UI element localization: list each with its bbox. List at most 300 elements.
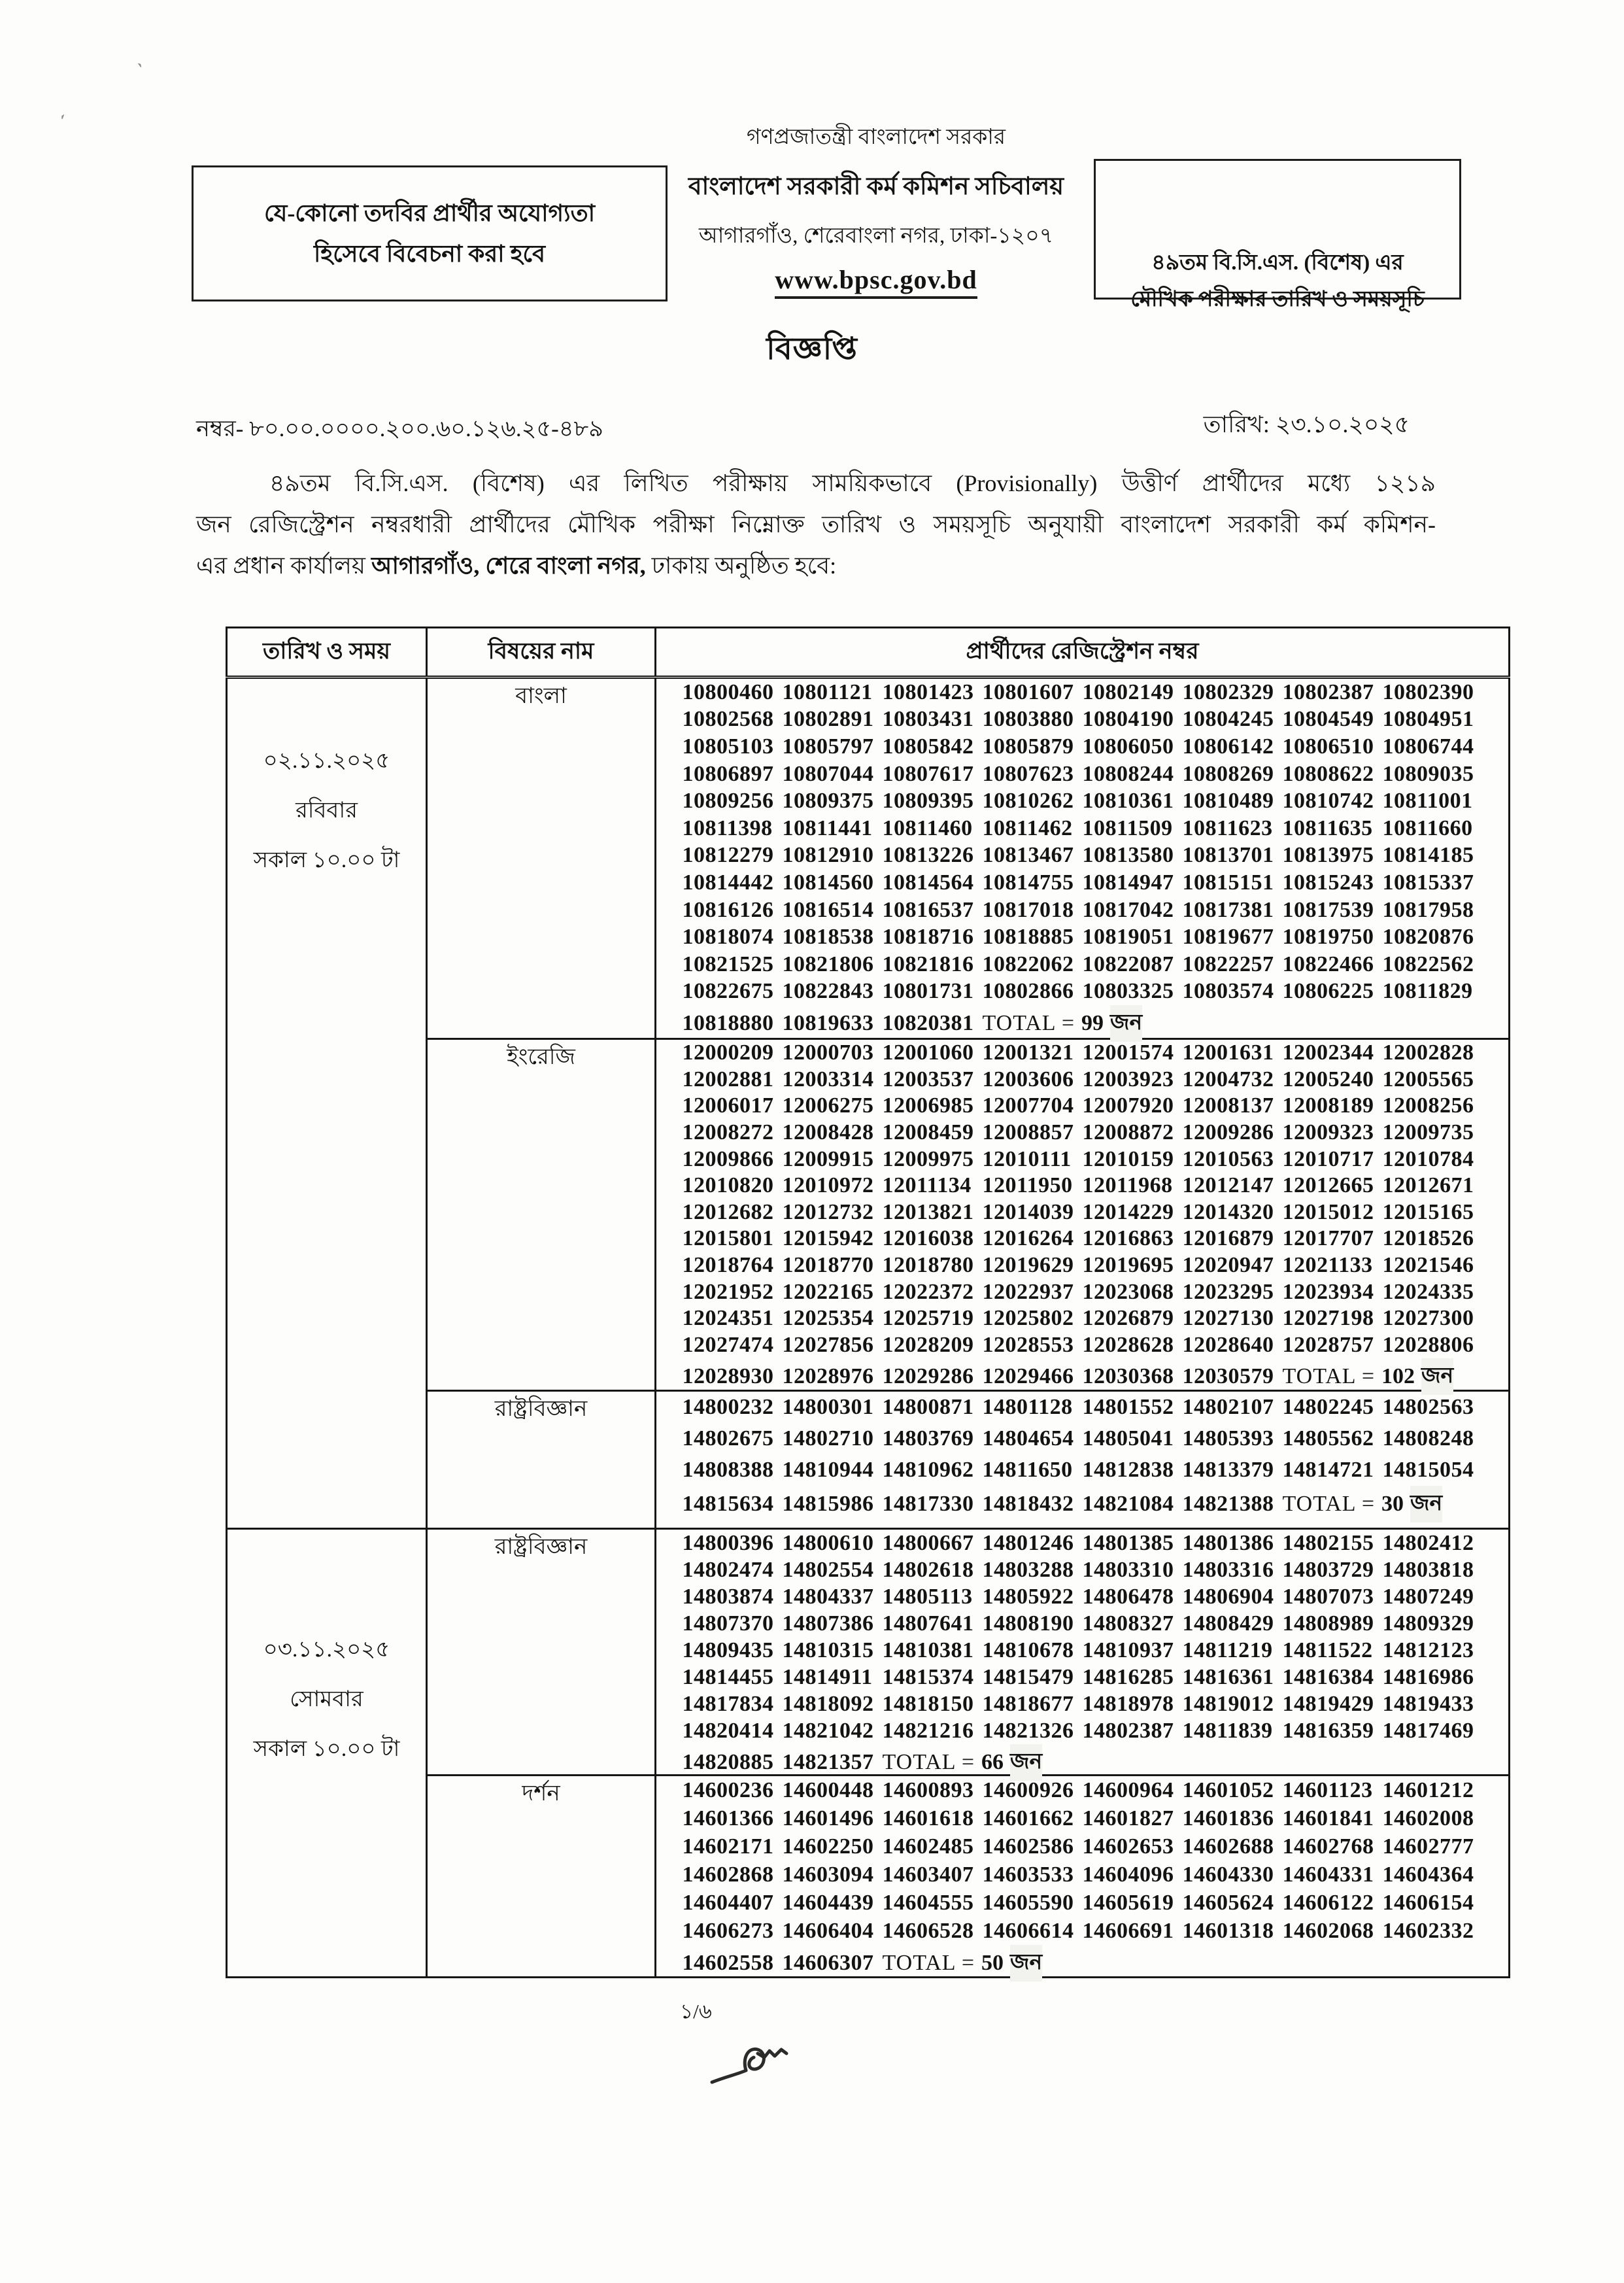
reg-number: 14821084 [1082, 1492, 1174, 1516]
reg-number: 14606273 [682, 1918, 774, 1943]
registration-number-row [656, 1832, 1508, 1861]
memo-number: নম্বর- ৮০.০০.০০০০.২০০.৬০.১২৬.২৫-৪৮৯ [196, 416, 603, 441]
reg-number: 14815986 [782, 1492, 874, 1516]
reg-number: 14811839 [1182, 1718, 1273, 1743]
reg-number: 14602586 [982, 1834, 1074, 1859]
reg-number: 14821216 [882, 1718, 974, 1743]
reg-number: 12002828 [1382, 1040, 1474, 1065]
reg-number: 12001321 [982, 1040, 1074, 1065]
reg-number: 14601366 [682, 1806, 774, 1830]
reg-number: 12010563 [1182, 1146, 1274, 1171]
reg-number: 14604439 [782, 1890, 874, 1915]
reg-number: 12005565 [1382, 1067, 1474, 1091]
paragraph-line2: জন রেজিস্ট্রেশন নম্বরধারী প্রার্থীদের মৌখিক পরীক্ষা নিম্নোক্ত তারিখ ও সময়সূচি অনুযায়ী বাংলাদেশ সরকারী কর্ম কমিশন- [196, 511, 1436, 538]
reg-number: 10811509 [1082, 815, 1173, 840]
registration-number-row [656, 897, 1508, 924]
reg-number: 10822675 [682, 979, 774, 1004]
reg-number: 10809395 [882, 789, 974, 814]
reg-number: 14800610 [782, 1530, 874, 1555]
reg-number: 14803288 [982, 1557, 1074, 1582]
reg-number: 12012147 [1182, 1173, 1274, 1198]
reg-number: 10806744 [1382, 734, 1474, 759]
reg-number: 14815634 [682, 1492, 774, 1516]
reg-number: 10802390 [1382, 679, 1474, 704]
registration-number-row [656, 842, 1508, 870]
reg-number: 14802387 [1082, 1718, 1174, 1743]
reg-number: 10806897 [682, 761, 774, 786]
reg-number: 12027198 [1282, 1306, 1374, 1331]
total-count [983, 1005, 1483, 1042]
registration-number-row [656, 679, 1508, 706]
reg-number: 12023934 [1282, 1279, 1374, 1304]
reg-number: 12015165 [1382, 1199, 1474, 1224]
registration-number-row [656, 1199, 1508, 1226]
reg-number: 14815054 [1382, 1458, 1474, 1482]
reg-number: 14821042 [782, 1718, 874, 1743]
reg-number: 14813379 [1182, 1458, 1274, 1482]
reg-number: 14810937 [1082, 1638, 1174, 1662]
registration-number-row [656, 1332, 1508, 1359]
reg-number: 10806050 [1082, 734, 1174, 759]
reg-number: 14600964 [1082, 1777, 1174, 1802]
header-right-line2: মৌখিক পরীক্ষার তারিখ ও সময়সূচি [1130, 288, 1425, 311]
reg-number: 14818150 [882, 1691, 974, 1716]
reg-number: 10802568 [682, 707, 774, 732]
column-header-registration-numbers: প্রার্থীদের রেজিস্ট্রেশন নম্বর [656, 628, 1510, 678]
reg-number: 12017707 [1282, 1226, 1374, 1251]
registration-number-row [656, 815, 1508, 842]
reg-number: 12027474 [682, 1332, 774, 1357]
reg-number: 12012732 [782, 1199, 874, 1224]
subject-cell: ইংরেজি [427, 1039, 656, 1391]
reg-number: 14603533 [982, 1862, 1074, 1887]
reg-number: 10821525 [682, 952, 774, 976]
reg-number: 14602008 [1382, 1806, 1474, 1830]
reg-number: 10813975 [1282, 843, 1374, 868]
org-address: আগারগাঁও, শেরেবাংলা নগর, ঢাকা-১২০৭ [698, 224, 1054, 248]
reg-number: 10815151 [1182, 870, 1274, 895]
table-row [227, 1529, 1510, 1776]
reg-number: 10807044 [782, 761, 874, 786]
reg-number: 14802412 [1382, 1530, 1474, 1555]
paragraph-line3 [196, 545, 1436, 587]
reg-number: 14808248 [1382, 1426, 1474, 1450]
reg-number: 14601123 [1282, 1777, 1373, 1802]
registration-number-row [656, 1861, 1508, 1889]
reg-number: 12028553 [982, 1332, 1074, 1357]
registration-number-row [656, 1040, 1508, 1067]
reg-number: 14816384 [1282, 1664, 1374, 1689]
reg-number: 14817469 [1382, 1718, 1474, 1743]
schedule-table [226, 627, 1510, 1978]
reg-number: 10810742 [1282, 789, 1374, 814]
reg-number: 10812910 [782, 843, 874, 868]
total-value: 66 [981, 1750, 1004, 1774]
total-label: TOTAL = [882, 1951, 975, 1975]
reg-number: 14800396 [682, 1530, 774, 1555]
reg-number: 14802618 [882, 1557, 974, 1582]
reg-number: 12001631 [1182, 1040, 1274, 1065]
date-line: সকাল ১০.০০ টা [253, 1737, 400, 1761]
total-value: 102 [1381, 1364, 1415, 1389]
reg-number: 10818716 [882, 925, 974, 950]
scan-artifact: ` [131, 60, 145, 82]
subject-cell: দর্শন [427, 1776, 656, 1978]
reg-number: 12016264 [982, 1226, 1074, 1251]
reg-number: 10806510 [1282, 734, 1374, 759]
reg-number: 12009323 [1282, 1120, 1374, 1145]
reg-number: 14602250 [782, 1834, 874, 1859]
reg-number: 12007704 [982, 1093, 1074, 1118]
reg-number: 12003314 [782, 1067, 874, 1091]
website-text: www.bpsc.gov.bd [775, 264, 977, 299]
reg-number: 14808327 [1082, 1611, 1174, 1636]
reg-number: 14602068 [1282, 1918, 1374, 1943]
registration-number-row [656, 1454, 1508, 1486]
notice-date: তারিখ: ২৩.১০.২০২৫ [1203, 411, 1410, 438]
reg-number: 12016879 [1182, 1226, 1274, 1251]
reg-number: 10817381 [1182, 897, 1274, 922]
total-count [1283, 1358, 1483, 1395]
reg-number: 14812123 [1382, 1638, 1474, 1662]
reg-number: 12004732 [1182, 1067, 1274, 1091]
table-header [227, 628, 1510, 678]
table-header-row [227, 628, 1510, 678]
reg-number: 10803880 [982, 707, 1074, 732]
reg-number: 12022937 [982, 1279, 1074, 1304]
reg-number: 10811829 [1382, 979, 1473, 1004]
reg-number: 14805393 [1182, 1426, 1274, 1450]
reg-number: 10802329 [1182, 679, 1274, 704]
reg-number: 12005240 [1282, 1067, 1374, 1091]
reg-number: 10811635 [1282, 815, 1373, 840]
reg-number: 14600236 [682, 1777, 774, 1802]
reg-number: 10822257 [1182, 952, 1274, 976]
reg-number: 10818885 [982, 925, 1074, 950]
reg-number: 12020947 [1182, 1253, 1274, 1278]
registration-number-row [656, 1556, 1508, 1583]
reg-number: 10809035 [1382, 761, 1474, 786]
reg-number: 10807617 [882, 761, 974, 786]
reg-number: 14604096 [1082, 1862, 1174, 1887]
reg-number: 12013821 [882, 1199, 974, 1224]
reg-number: 14811522 [1282, 1638, 1373, 1662]
reg-number: 12001574 [1082, 1040, 1174, 1065]
reg-number: 14801552 [1082, 1395, 1174, 1419]
reg-number: 12001060 [882, 1040, 974, 1065]
reg-number: 14816986 [1382, 1664, 1474, 1689]
reg-number: 10808269 [1182, 761, 1274, 786]
reg-number: 12003923 [1082, 1067, 1174, 1091]
reg-number: 14803316 [1182, 1557, 1274, 1582]
registration-number-row [656, 1392, 1508, 1423]
govt-name: গণপ্রজাতন্ত্রী বাংলাদেশ সরকার [746, 126, 1006, 149]
reg-number: 14602768 [1282, 1834, 1374, 1859]
reg-number: 10814442 [682, 870, 774, 895]
reg-number: 10811001 [1382, 789, 1473, 814]
registration-number-row [656, 1583, 1508, 1610]
reg-number: 12028640 [1182, 1332, 1274, 1357]
reg-number: 12003606 [982, 1067, 1074, 1091]
reg-number: 10814185 [1382, 843, 1474, 868]
paragraph-line3-pre: এর প্রধান কার্যালয় [196, 553, 371, 579]
reg-number: 14802554 [782, 1557, 874, 1582]
reg-number: 14800667 [882, 1530, 974, 1555]
reg-number: 10822466 [1282, 952, 1374, 976]
reg-number: 12012671 [1382, 1173, 1474, 1198]
reg-number: 14602688 [1182, 1834, 1274, 1859]
reg-number: 12009975 [882, 1146, 974, 1171]
reg-number: 14601662 [982, 1806, 1074, 1830]
registration-number-row [656, 1093, 1508, 1120]
reg-number: 12021546 [1382, 1253, 1474, 1278]
reg-number: 14803729 [1282, 1557, 1374, 1582]
reg-number: 12010820 [682, 1173, 774, 1198]
registration-number-row [656, 1776, 1508, 1804]
reg-number: 10801731 [882, 979, 974, 1004]
reg-number: 14606154 [1382, 1890, 1474, 1915]
total-unit: জন [1010, 1744, 1042, 1781]
reg-number: 12009866 [682, 1146, 774, 1171]
registration-number-row [656, 1486, 1508, 1517]
reg-number: 10809256 [682, 789, 774, 814]
reg-number: 10817539 [1282, 897, 1374, 922]
reg-number: 12030368 [1082, 1364, 1174, 1389]
reg-number: 14604330 [1182, 1862, 1274, 1887]
reg-number: 12016038 [882, 1226, 974, 1251]
reg-number: 12008137 [1182, 1093, 1274, 1118]
reg-number: 14802474 [682, 1557, 774, 1582]
reg-number: 10818074 [682, 925, 774, 950]
reg-number: 14601836 [1182, 1806, 1274, 1830]
reg-number: 10808244 [1082, 761, 1174, 786]
reg-number: 10803325 [1082, 979, 1174, 1004]
registration-number-row [656, 923, 1508, 951]
registration-number-row [656, 1358, 1508, 1389]
reg-number: 14602332 [1382, 1918, 1474, 1943]
reg-number: 14602868 [682, 1862, 774, 1887]
reg-number: 12000209 [682, 1040, 774, 1065]
reg-number: 14808388 [682, 1458, 774, 1482]
reg-number: 14812838 [1082, 1458, 1174, 1482]
reg-number: 12011950 [982, 1173, 1073, 1198]
registration-number-row [656, 1889, 1508, 1917]
reg-number: 14805113 [882, 1584, 973, 1609]
reg-number: 14801386 [1182, 1530, 1274, 1555]
reg-number: 14601212 [1382, 1777, 1474, 1802]
reg-number: 12008872 [1082, 1120, 1174, 1145]
subject-cell: বাংলা [427, 678, 656, 1039]
total-count [1283, 1486, 1483, 1522]
reg-number: 10818538 [782, 925, 874, 950]
total-count [883, 1945, 1483, 1982]
reg-number: 12024335 [1382, 1279, 1474, 1304]
date-line: ০২.১১.২০২৫ [263, 749, 390, 773]
org-name: বাংলাদেশ সরকারী কর্ম কমিশন সচিবালয় [688, 173, 1064, 200]
reg-number: 14819429 [1282, 1691, 1374, 1716]
registration-number-row [656, 869, 1508, 897]
reg-number: 14809329 [1382, 1611, 1474, 1636]
reg-number: 10819750 [1282, 925, 1374, 950]
total-value: 99 [1081, 1011, 1104, 1036]
reg-number: 14802675 [682, 1426, 774, 1450]
reg-number: 14606691 [1082, 1918, 1174, 1943]
reg-number: 10803574 [1182, 979, 1274, 1004]
reg-number: 10816126 [682, 897, 774, 922]
reg-number: 14808989 [1282, 1611, 1374, 1636]
reg-number: 12015012 [1282, 1199, 1374, 1224]
reg-number: 14814455 [682, 1664, 774, 1689]
registration-number-row [656, 1945, 1508, 1973]
date-cell [227, 1529, 427, 1978]
reg-number: 12018526 [1382, 1226, 1474, 1251]
registration-number-row [656, 1610, 1508, 1637]
subject-cell: রাষ্ট্রবিজ্ঞান [427, 1391, 656, 1529]
reg-number: 10800460 [682, 679, 774, 704]
reg-number: 14802107 [1182, 1395, 1274, 1419]
reg-number: 14601052 [1182, 1777, 1274, 1802]
reg-number: 14821357 [782, 1750, 874, 1774]
reg-number: 10804245 [1182, 707, 1274, 732]
total-unit: জন [1010, 1945, 1042, 1982]
reg-number: 12010784 [1382, 1146, 1474, 1171]
reg-number: 14807386 [782, 1611, 874, 1636]
reg-number: 10801121 [782, 679, 873, 704]
reg-number: 14604364 [1382, 1862, 1474, 1887]
header-left-line2: হিসেবে বিবেচনা করা হবে [314, 241, 545, 267]
reg-number: 10811462 [982, 815, 1073, 840]
registration-number-row [656, 1804, 1508, 1832]
registration-number-row [656, 1120, 1508, 1146]
registration-number-row [656, 1717, 1508, 1744]
reg-number: 12016863 [1082, 1226, 1174, 1251]
total-label: TOTAL = [982, 1011, 1075, 1036]
reg-number: 10805797 [782, 734, 874, 759]
date-line: রবিবার [296, 798, 358, 823]
reg-number: 14814911 [782, 1664, 873, 1689]
reg-number: 10817042 [1082, 897, 1174, 922]
notice-title: বিজ্ঞপ্তি [766, 332, 858, 366]
registration-number-row [656, 1279, 1508, 1305]
reg-number: 12015942 [782, 1226, 874, 1251]
reg-number: 10811441 [782, 815, 873, 840]
reg-number: 10822562 [1382, 952, 1474, 976]
reg-number: 12019695 [1082, 1253, 1174, 1278]
registration-number-row [656, 733, 1508, 761]
reg-number: 10802891 [782, 707, 874, 732]
registration-number-row [656, 1530, 1508, 1556]
header-right-line1: ৪৯তম বি.সি.এস. (বিশেষ) এর [1151, 251, 1404, 275]
reg-number: 10812279 [682, 843, 774, 868]
reg-number: 12023068 [1082, 1279, 1174, 1304]
reg-number: 10815337 [1382, 870, 1474, 895]
reg-number: 12014229 [1082, 1199, 1174, 1224]
reg-number: 12027130 [1182, 1306, 1274, 1331]
reg-number: 10815243 [1282, 870, 1374, 895]
signature [709, 2039, 794, 2098]
reg-number: 10803431 [882, 707, 974, 732]
reg-number: 14600448 [782, 1777, 874, 1802]
reg-number: 14815479 [982, 1664, 1074, 1689]
reg-number: 14818432 [982, 1492, 1074, 1516]
reg-number: 14816285 [1082, 1664, 1174, 1689]
reg-number: 12011968 [1082, 1173, 1173, 1198]
reg-number: 14602171 [682, 1834, 774, 1859]
reg-number: 14800871 [882, 1395, 974, 1419]
reg-number: 14820885 [682, 1750, 774, 1774]
reg-number: 14810315 [782, 1638, 874, 1662]
reg-number: 14803874 [682, 1584, 774, 1609]
registration-number-row [656, 1226, 1508, 1252]
header-center [654, 120, 1098, 299]
reg-number: 10807623 [982, 761, 1074, 786]
registration-number-row [656, 951, 1508, 978]
reg-number: 14805922 [982, 1584, 1074, 1609]
reg-number: 14818978 [1082, 1691, 1174, 1716]
reg-number: 14805041 [1082, 1426, 1174, 1450]
reg-number: 14604331 [1282, 1862, 1374, 1887]
reg-number: 10820381 [882, 1011, 974, 1036]
date-cell [227, 678, 427, 1529]
reg-number: 10804549 [1282, 707, 1374, 732]
reg-number: 12002881 [682, 1067, 774, 1091]
reg-number: 14601618 [882, 1806, 974, 1830]
paragraph-line3-bold: আগারগাঁও, শেরে বাংলা নগর, [371, 553, 652, 579]
reg-number: 10813226 [882, 843, 974, 868]
reg-number: 12028209 [882, 1332, 974, 1357]
reg-number: 12021952 [682, 1279, 774, 1304]
reg-number: 14600893 [882, 1777, 974, 1802]
reg-number: 14603407 [882, 1862, 974, 1887]
registration-number-row [656, 1423, 1508, 1454]
reg-number: 10810262 [982, 789, 1074, 814]
reg-number: 12015801 [682, 1226, 774, 1251]
reg-number: 14605624 [1182, 1890, 1274, 1915]
reg-number: 14802710 [782, 1426, 874, 1450]
reg-number: 12010111 [982, 1146, 1072, 1171]
reg-number: 10811623 [1182, 815, 1273, 840]
reg-number: 12029286 [882, 1364, 974, 1389]
reg-number: 10821806 [782, 952, 874, 976]
reg-number: 10805842 [882, 734, 974, 759]
reg-number: 12012682 [682, 1199, 774, 1224]
reg-number: 14808429 [1182, 1611, 1274, 1636]
reg-number: 14606404 [782, 1918, 874, 1943]
reg-number: 14800301 [782, 1395, 874, 1419]
registration-numbers-cell [656, 1776, 1510, 1978]
reg-number: 12018764 [682, 1253, 774, 1278]
reg-number: 14814721 [1282, 1458, 1374, 1482]
reg-number: 12006275 [782, 1093, 874, 1118]
reg-number: 14810678 [982, 1638, 1074, 1662]
reg-number: 14818677 [982, 1691, 1074, 1716]
reg-number: 12030579 [1182, 1364, 1274, 1389]
reg-number: 12027300 [1382, 1306, 1474, 1331]
registration-number-row [656, 1146, 1508, 1173]
registration-number-row [656, 1305, 1508, 1332]
reg-number: 14802563 [1382, 1395, 1474, 1419]
reg-number: 10816537 [882, 897, 974, 922]
reg-number: 10813701 [1182, 843, 1274, 868]
reg-number: 14810944 [782, 1458, 874, 1482]
total-unit: জন [1110, 1005, 1142, 1042]
reg-number: 14811650 [982, 1458, 1073, 1482]
reg-number: 14807370 [682, 1611, 774, 1636]
reg-number: 10814947 [1082, 870, 1174, 895]
reg-number: 10822843 [782, 979, 874, 1004]
reg-number: 10811660 [1382, 815, 1473, 840]
reg-number: 14803310 [1082, 1557, 1174, 1582]
